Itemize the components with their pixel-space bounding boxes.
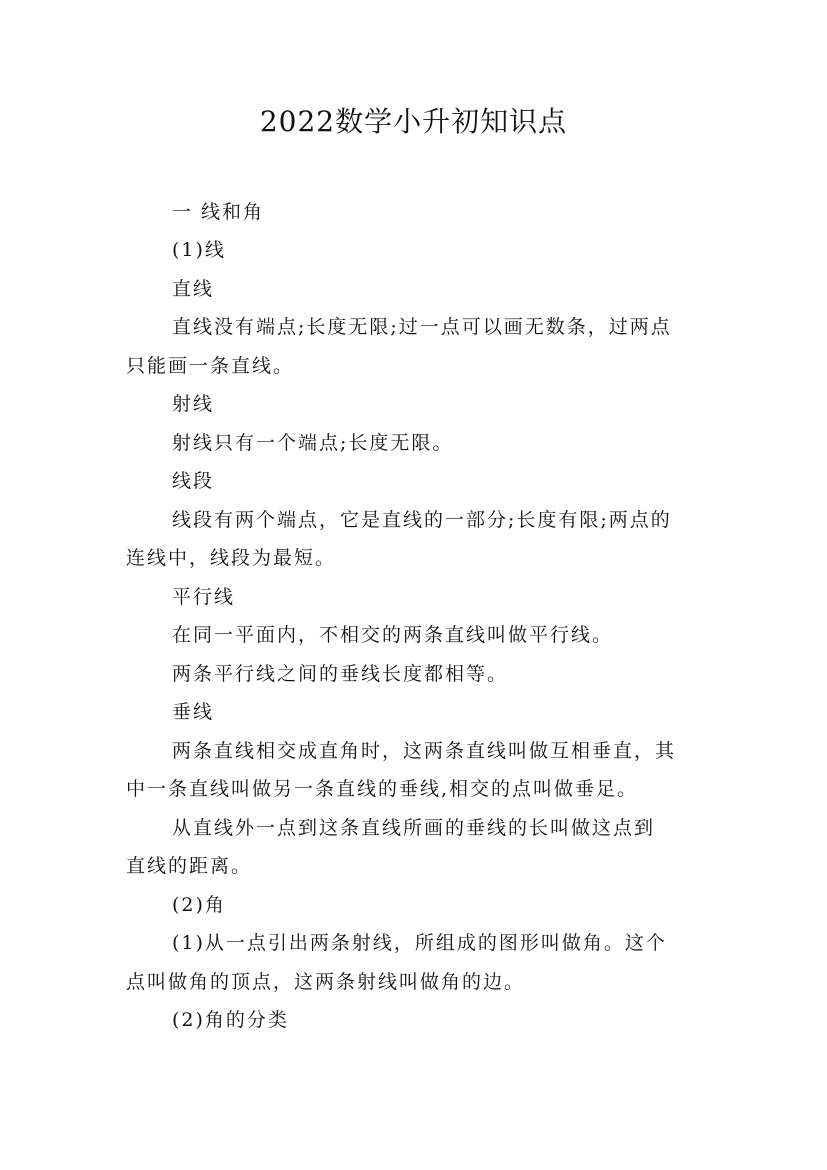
paragraph-line: 直线的距离。 bbox=[126, 855, 253, 877]
paragraph-line: 射线只有一个端点;长度无限。 bbox=[172, 432, 454, 454]
paragraph-line: 中一条直线叫做另一条直线的垂线,相交的点叫做垂足。 bbox=[126, 778, 639, 800]
term-heading: 射线 bbox=[172, 393, 215, 415]
page-title: 2022数学小升初知识点 bbox=[259, 105, 568, 138]
paragraph-line: 只能画一条直线。 bbox=[126, 355, 295, 377]
subsection-heading: (2)角的分类 bbox=[172, 1009, 289, 1031]
paragraph-line: 线段有两个端点，它是直线的一部分;长度有限;两点的 bbox=[172, 509, 672, 531]
paragraph-line: 从直线外一点到这条直线所画的垂线的长叫做这点到 bbox=[172, 817, 656, 839]
paragraph-line: 在同一平面内，不相交的两条直线叫做平行线。 bbox=[172, 624, 614, 646]
term-heading: 线段 bbox=[172, 470, 215, 492]
paragraph-line: 两条直线相交成直角时，这两条直线叫做互相垂直，其 bbox=[172, 740, 677, 762]
subsection-heading: (1)线 bbox=[172, 239, 226, 261]
paragraph-line: 点叫做角的顶点，这两条射线叫做角的边。 bbox=[126, 971, 526, 993]
paragraph-line: 直线没有端点;长度无限;过一点可以画无数条，过两点 bbox=[172, 316, 672, 338]
section-heading: 一 线和角 bbox=[172, 201, 265, 223]
paragraph-line: 两条平行线之间的垂线长度都相等。 bbox=[172, 663, 509, 685]
paragraph-line: 连线中，线段为最短。 bbox=[126, 547, 337, 569]
term-heading: 直线 bbox=[172, 278, 215, 300]
paragraph-line: (1)从一点引出两条射线，所组成的图形叫做角。这个 bbox=[172, 932, 667, 954]
term-heading: 垂线 bbox=[172, 701, 215, 723]
subsection-heading: (2)角 bbox=[172, 894, 226, 916]
term-heading: 平行线 bbox=[172, 586, 236, 608]
